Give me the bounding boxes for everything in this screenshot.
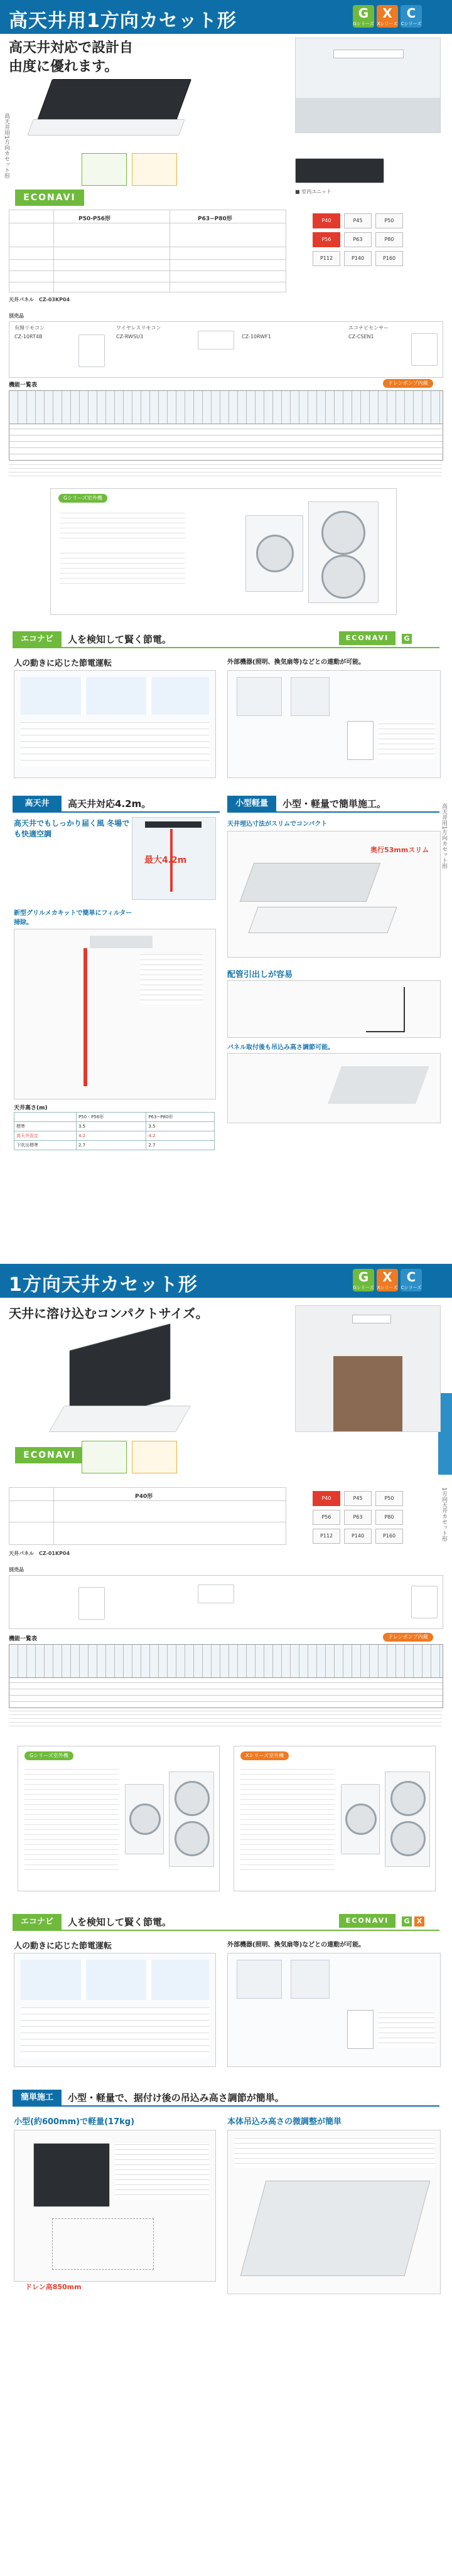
feat2-cell: 4.2	[146, 1131, 215, 1141]
section2-side-label: 1方向天井カセット形	[441, 1487, 447, 1542]
func-table-notes	[9, 463, 442, 479]
feat3-dim: 奥行53mmスリム	[370, 846, 429, 854]
acc-code-2: CZ-RWSU3	[116, 334, 143, 339]
feat1-header	[13, 631, 439, 648]
power2-p80: P80	[375, 1510, 403, 1525]
feat3-header	[227, 796, 439, 812]
feat4-label: エコナビ	[13, 1914, 62, 1930]
acc-code-1: CZ-10RT4B	[14, 334, 43, 339]
g-badge-2: G Gシリーズ	[353, 1269, 374, 1290]
feat4-external	[227, 1953, 441, 2067]
x-outdoor-2	[385, 1772, 430, 1867]
power2-p45: P45	[344, 1491, 372, 1506]
feat5-header	[13, 2090, 439, 2106]
feat5-unit-box	[14, 2130, 216, 2282]
accessories-box	[9, 321, 443, 378]
wireless-remote-image-2	[198, 1585, 234, 1603]
feat2-cell: 2.7	[76, 1141, 146, 1150]
accessories-box-2	[9, 1575, 443, 1629]
feat5-label: 簡単施工	[13, 2090, 62, 2106]
func-pill-2: ドレンポンプ内蔵	[383, 1633, 433, 1642]
feat2-sub2: 新型グリルメカキットで簡単にフィルター掃除。	[14, 910, 132, 926]
acc-wireless-remote: ワイヤレスリモコン	[116, 325, 161, 331]
func-table	[9, 390, 443, 461]
feat2-label: 高天井	[13, 796, 62, 812]
feat2-text: 高天井対応4.2m。	[68, 798, 151, 810]
section1-title: 高天井用1方向カセット形	[9, 10, 237, 32]
power-p50: P50	[375, 213, 403, 228]
feat1-g: G	[402, 634, 412, 644]
feat2-cell: 4.2	[76, 1131, 146, 1141]
level-badge-a2	[82, 1441, 127, 1473]
feat4-g: G	[402, 1916, 412, 1927]
model-p50: P50-P56形	[78, 216, 110, 222]
feat1-label: エコナビ	[13, 631, 62, 648]
feat1-external	[227, 670, 441, 778]
acc-wired-remote: 有線リモコン	[14, 325, 45, 331]
section1-side-label-r: 高天井用1方向カセット形	[441, 803, 447, 869]
power2-p140: P140	[344, 1529, 372, 1544]
g-series-box	[50, 488, 397, 615]
feat3-adjust	[227, 1053, 441, 1123]
panel-label-2: 天井パネル CZ-01KP04	[9, 1551, 70, 1556]
feat1-diagram	[14, 670, 216, 778]
c-badge: C Cシリーズ	[401, 6, 422, 26]
power2-p40: P40	[313, 1491, 340, 1506]
section2-header	[0, 1264, 452, 1298]
feat2-max: 最大4.2m	[144, 855, 187, 865]
power-grid-2	[313, 1491, 438, 1547]
power-grid	[313, 213, 438, 295]
g-series-spec-2	[60, 550, 185, 588]
remote-image	[78, 334, 105, 367]
feat1-text: 人を検知して賢く節電。	[68, 634, 172, 645]
x-series-pill: Xシリーズ室外機	[240, 1751, 289, 1760]
econavi-logo: ECONAVI	[15, 190, 84, 206]
g-series-box-2	[18, 1746, 220, 1891]
func-pill: ドレンポンプ内蔵	[383, 379, 433, 388]
feat2-table-title: 天井高さ(m)	[14, 1105, 48, 1111]
feat1-sub1: 人の動きに応じた節電運転	[14, 659, 112, 668]
power-p160: P160	[375, 251, 403, 266]
section1-header	[0, 0, 452, 34]
feat2-cell: 2.7	[146, 1141, 215, 1150]
feat3-sub2: 配管引出しが容易	[227, 970, 293, 980]
feat2-grill	[14, 929, 216, 1099]
power-p45: P45	[344, 213, 372, 228]
feat4-sub1: 人の動きに応じた節電運転	[14, 1942, 112, 1951]
wireless-remote-image	[198, 331, 234, 350]
section1-lead: 高天井対応で設計自由度に優れます。	[9, 40, 134, 75]
power-p40: P40	[313, 213, 340, 228]
feat2-cell: 3.5	[76, 1122, 146, 1131]
feat2-row-label: 標準	[14, 1122, 77, 1131]
feat5-text: 小型・軽量で、据付け後の吊込み高さ調節が簡単。	[68, 2092, 284, 2103]
power-p56: P56	[313, 232, 340, 247]
power-p140: P140	[344, 251, 372, 266]
acc-econavi-sensor: エコナビセンサー	[348, 325, 389, 331]
remote-image-2	[78, 1587, 105, 1620]
feat5-drain: ドレン高850mm	[25, 2283, 82, 2291]
feat4-x: X	[414, 1916, 424, 1927]
feat3-sub3: パネル取付後も吊込み高さ調節可能。	[227, 1044, 334, 1051]
feat1-sub2: 外部機器(照明、換気扇等)などとの連動が可能。	[227, 659, 365, 666]
func-table-title: 機能一覧表	[9, 382, 38, 388]
feat2-header	[13, 796, 220, 812]
feat5-sub: 小型(約600mm)で軽量(17kg)	[14, 2117, 135, 2127]
power2-p63: P63	[344, 1510, 372, 1525]
feat5-adjust	[227, 2130, 441, 2294]
feat2-table	[14, 1112, 215, 1150]
feat3-piping	[227, 980, 441, 1038]
feat5-sub2: 本体吊込み高さの微調整が簡単	[227, 2117, 342, 2127]
feat4-sub2: 外部機器(照明、換気扇等)などとの連動が可能。	[227, 1942, 365, 1948]
func-table-title-2: 機能一覧表	[9, 1636, 38, 1642]
econavi-logo-2: ECONAVI	[15, 1447, 84, 1463]
feat2-col-2: P63~P80形	[146, 1113, 215, 1122]
feat3-text: 小型・軽量で簡単施工。	[282, 798, 387, 810]
power-p80: P80	[375, 232, 403, 247]
x-series-box	[234, 1746, 436, 1891]
outdoor-unit-large	[308, 501, 379, 603]
g-badge: G Gシリーズ	[353, 6, 374, 26]
g-series-spec-1	[60, 511, 185, 543]
feat2-row-label: 高天井設定	[14, 1131, 77, 1141]
unit-note: ■ 室内ユニット	[295, 189, 331, 195]
c-badge-2: C Cシリーズ	[401, 1269, 422, 1290]
model-p40: P40形	[135, 1494, 153, 1500]
power2-p50: P50	[375, 1491, 403, 1506]
feat2-row-label: 下吹出標準	[14, 1141, 77, 1150]
panel-label: 天井パネル CZ-03KP04	[9, 297, 70, 302]
model-table	[9, 210, 286, 292]
func-table-2	[9, 1644, 443, 1708]
g-series-pill: Gシリーズ室外機	[58, 494, 107, 503]
room-photo	[295, 38, 441, 133]
feat2-sub: 高天井でもしっかり届く風 冬場でも快適空調	[14, 819, 130, 838]
feat4-econavi: ECONAVI	[339, 1914, 396, 1928]
g-outdoor-2	[169, 1772, 214, 1867]
cassette-panel-image	[27, 119, 185, 136]
section2-title: 1方向天井カセット形	[9, 1274, 198, 1296]
accessories-label-2: 別売品	[9, 1567, 24, 1573]
feat5-unit	[33, 2143, 110, 2207]
acc-code-3: CZ-10RWF1	[242, 334, 271, 339]
model-p63: P63~P80形	[198, 216, 232, 222]
x-outdoor-1	[341, 1784, 380, 1854]
g-series-pill-2: Gシリーズ室外機	[24, 1751, 73, 1760]
sensor-image	[411, 333, 438, 366]
feat2-col-1: P50・P56形	[76, 1113, 146, 1122]
outdoor-unit-small	[245, 515, 303, 592]
acc-code-4: CZ-CSEN1	[348, 334, 374, 339]
section1-side-label: 高天井用1方向カセット形	[3, 113, 9, 179]
accessories-label: 別売品	[9, 313, 24, 319]
power-p112: P112	[313, 251, 340, 266]
feat4-text: 人を検知して賢く節電。	[68, 1916, 172, 1928]
sensor-image-2	[411, 1586, 438, 1618]
feat4-header	[13, 1914, 439, 1930]
func-table-notes-2	[9, 1711, 442, 1729]
cassette2-panel	[49, 1406, 191, 1432]
x-badge-2: X Xシリーズ	[377, 1269, 398, 1290]
power2-p160: P160	[375, 1529, 403, 1544]
power-p63: P63	[344, 232, 372, 247]
g-outdoor-1	[125, 1784, 164, 1854]
feat3-label: 小型軽量	[227, 796, 276, 812]
feat3-sub: 天井埋込寸法がスリムでコンパクト	[227, 821, 328, 828]
compact-unit-image	[295, 158, 384, 183]
feat1-econavi: ECONAVI	[339, 631, 396, 645]
level-badge-b	[132, 153, 177, 186]
level-badge-a	[82, 153, 127, 186]
feat4-diagram	[14, 1953, 216, 2067]
section2-lead: 天井に溶け込むコンパクトサイズ。	[9, 1306, 208, 1321]
power2-p112: P112	[313, 1529, 340, 1544]
x-badge: X Xシリーズ	[377, 6, 398, 26]
power2-p56: P56	[313, 1510, 340, 1525]
model-table-2	[9, 1487, 286, 1545]
level-badge-b2	[132, 1441, 177, 1473]
feat2-cell: 3.5	[146, 1122, 215, 1131]
room-photo-2	[295, 1305, 441, 1432]
cassette-unit-image	[36, 79, 191, 124]
